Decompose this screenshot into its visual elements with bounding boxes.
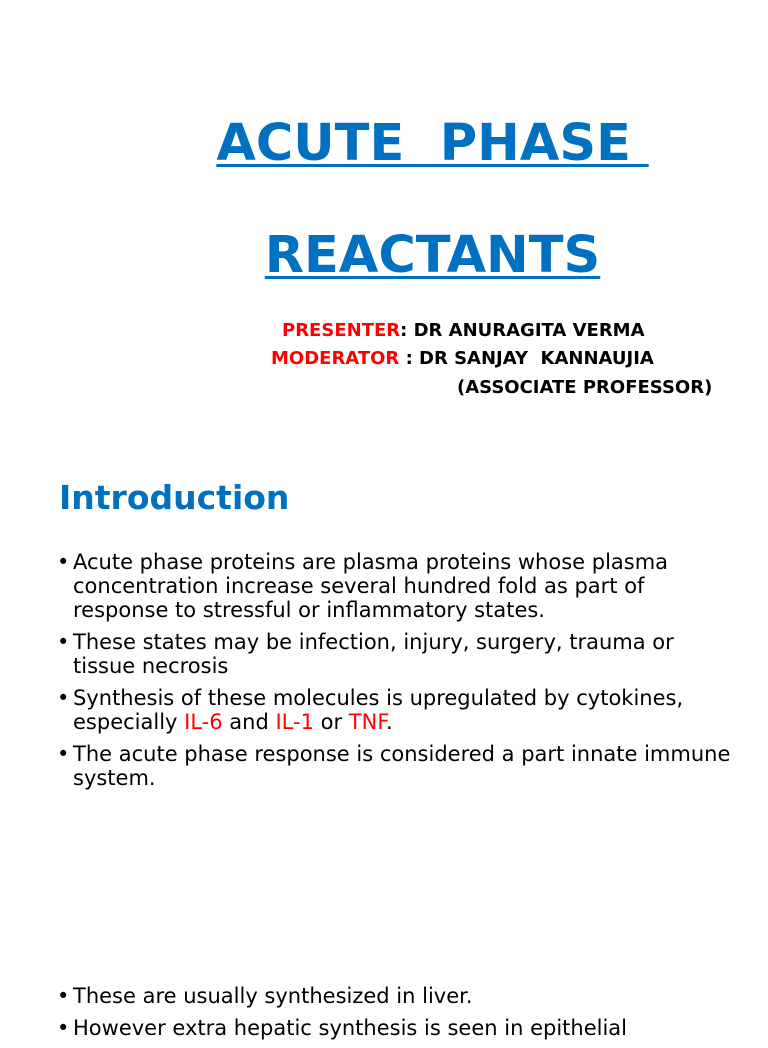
bullet-text: Acute phase proteins are plasma proteins whose plasma concentration increase several hundred fold as part of response to stressful or inflammatory states.	[73, 550, 669, 622]
list-item	[57, 742, 737, 790]
cytokine-tnf: TNF	[348, 710, 387, 734]
moderator-label: MODERATOR	[271, 348, 400, 369]
bullet-text: and	[222, 710, 276, 734]
section-heading: Introduction	[59, 478, 290, 517]
moderator-name: : DR SANJAY KANNAUJIA	[399, 348, 654, 369]
list-item	[57, 1016, 737, 1040]
title-line-1: ACUTE PHASE	[216, 114, 649, 173]
bullet-icon: •	[57, 1016, 70, 1040]
cytokine-il6: IL-6	[184, 710, 223, 734]
bullet-icon: •	[57, 742, 70, 766]
presenter-label: PRESENTER	[282, 320, 401, 341]
intro-bullet-list	[57, 550, 737, 798]
bullet-text: or	[313, 710, 349, 734]
bullet-icon: •	[57, 550, 70, 574]
bullet-text: The acute phase response is considered a part innate immune system.	[73, 742, 731, 790]
bullet-text: Synthesis of these molecules is upregulated by cytokines, especially	[73, 686, 684, 734]
bullet-text: .	[386, 710, 393, 734]
title-line-2: REACTANTS	[264, 226, 601, 285]
bullet-text: However extra hepatic synthesis is seen in epithelial	[73, 1016, 627, 1040]
cytokine-il1: IL-1	[275, 710, 314, 734]
bullet-icon: •	[57, 630, 70, 654]
presenter-line	[282, 320, 645, 342]
presenter-name: : DR ANURAGITA VERMA	[400, 320, 645, 341]
list-item	[57, 550, 737, 622]
list-item	[57, 686, 737, 734]
synthesis-bullet-list	[57, 984, 737, 1048]
list-item	[57, 630, 737, 678]
moderator-line	[271, 348, 654, 370]
presentation-title	[0, 60, 768, 340]
bullet-icon: •	[57, 984, 70, 1008]
bullet-icon: •	[57, 686, 70, 710]
bullet-text: These states may be infection, injury, surgery, trauma or tissue necrosis	[73, 630, 674, 678]
moderator-title: (ASSOCIATE PROFESSOR)	[457, 377, 713, 398]
list-item	[57, 984, 737, 1008]
bullet-text: These are usually synthesized in liver.	[73, 984, 473, 1008]
